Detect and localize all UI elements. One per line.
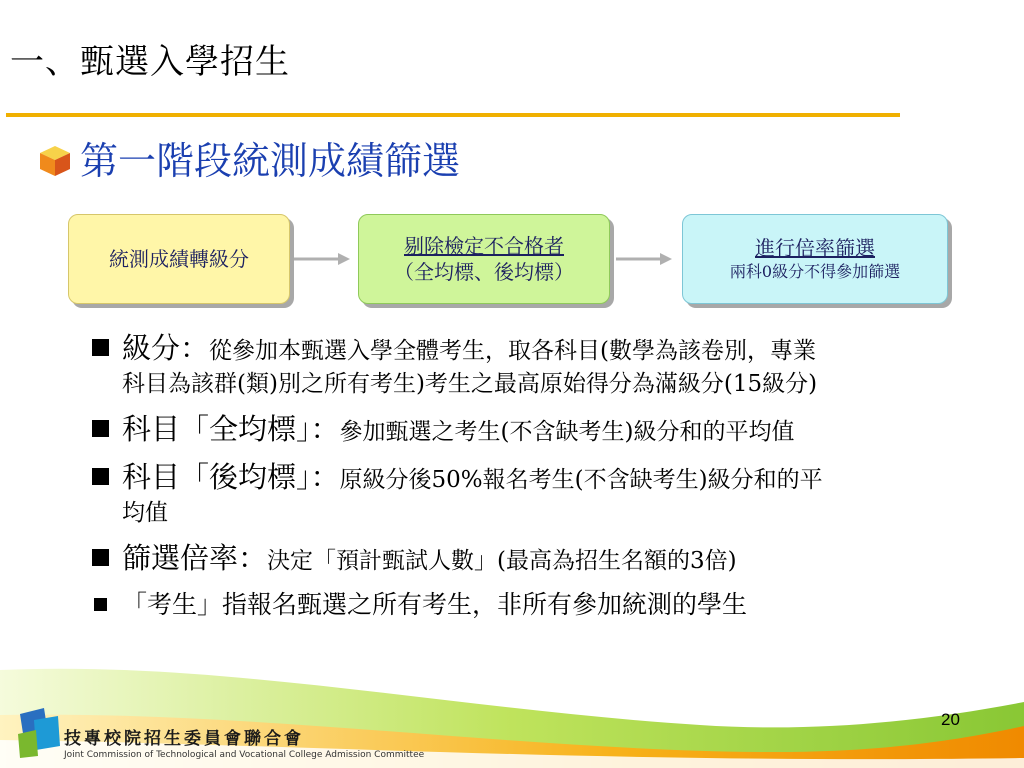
bullet-text-continued: 均值 bbox=[122, 500, 168, 526]
square-bullet-icon bbox=[94, 598, 107, 611]
bullet-item-candidate-definition bbox=[90, 588, 980, 622]
square-bullet-icon bbox=[92, 468, 109, 485]
flow-step-exclude-unqualified bbox=[358, 214, 610, 304]
org-name-english: Joint Commission of Technological and Vocational College Admission Committee bbox=[64, 750, 425, 760]
square-bullet-icon bbox=[92, 420, 109, 437]
bullet-item-overall-average bbox=[90, 411, 980, 449]
bullet-item-screening-ratio bbox=[90, 540, 980, 578]
title-divider bbox=[6, 113, 900, 117]
bullet-text: 「考生」指報名甄選之所有考生，非所有參加統測的學生 bbox=[122, 590, 748, 619]
flow-step-label: 統測成績轉級分 bbox=[109, 247, 249, 271]
bullet-item-lower-average bbox=[90, 459, 980, 530]
org-logo-icon bbox=[14, 706, 62, 758]
bullet-text: 參加甄選之考生(不含缺考生)級分和的平均值 bbox=[339, 419, 795, 445]
slide-title: 一、甄選入學招生 bbox=[10, 42, 290, 82]
flow-step-subtitle: （全均標、後均標） bbox=[394, 260, 574, 284]
flow-step-subtitle: 兩科0級分不得參加篩選 bbox=[729, 262, 901, 281]
flow-step-title: 剔除檢定不合格者 bbox=[404, 234, 564, 258]
bullet-text-continued: 科目為該群(類)別之所有考生)考生之最高原始得分為滿級分(15級分) bbox=[122, 371, 818, 397]
flow-arrow-icon bbox=[292, 251, 352, 267]
bullet-heading: 篩選倍率： bbox=[122, 541, 268, 575]
flow-step-convert-scores bbox=[68, 214, 290, 304]
bullet-list bbox=[90, 330, 980, 632]
org-name: 技專校院招生委員會聯合會 bbox=[64, 729, 304, 749]
square-bullet-icon bbox=[92, 339, 109, 356]
flow-step-title: 進行倍率篩選 bbox=[755, 236, 875, 260]
bullet-text: 從參加本甄選入學全體考生，取各科目(數學為該卷別，專業 bbox=[209, 338, 816, 364]
bullet-item-grade-points bbox=[90, 330, 980, 401]
bullet-heading: 級分： bbox=[122, 331, 210, 365]
bullet-text: 決定「預計甄試人數」(最高為招生名額的3倍) bbox=[267, 548, 737, 574]
flow-arrow-icon bbox=[614, 251, 674, 267]
cube-bullet-icon bbox=[38, 144, 72, 178]
bullet-heading: 科目「全均標」： bbox=[122, 412, 340, 446]
bullet-heading: 科目「後均標」： bbox=[122, 460, 340, 494]
page-number: 20 bbox=[941, 710, 960, 729]
flow-step-ratio-screening bbox=[682, 214, 948, 304]
bullet-text: 原級分後50%報名考生(不含缺考生)級分和的平 bbox=[339, 467, 823, 493]
square-bullet-icon bbox=[92, 549, 109, 566]
section-title: 第一階段統測成績篩選 bbox=[80, 139, 461, 183]
